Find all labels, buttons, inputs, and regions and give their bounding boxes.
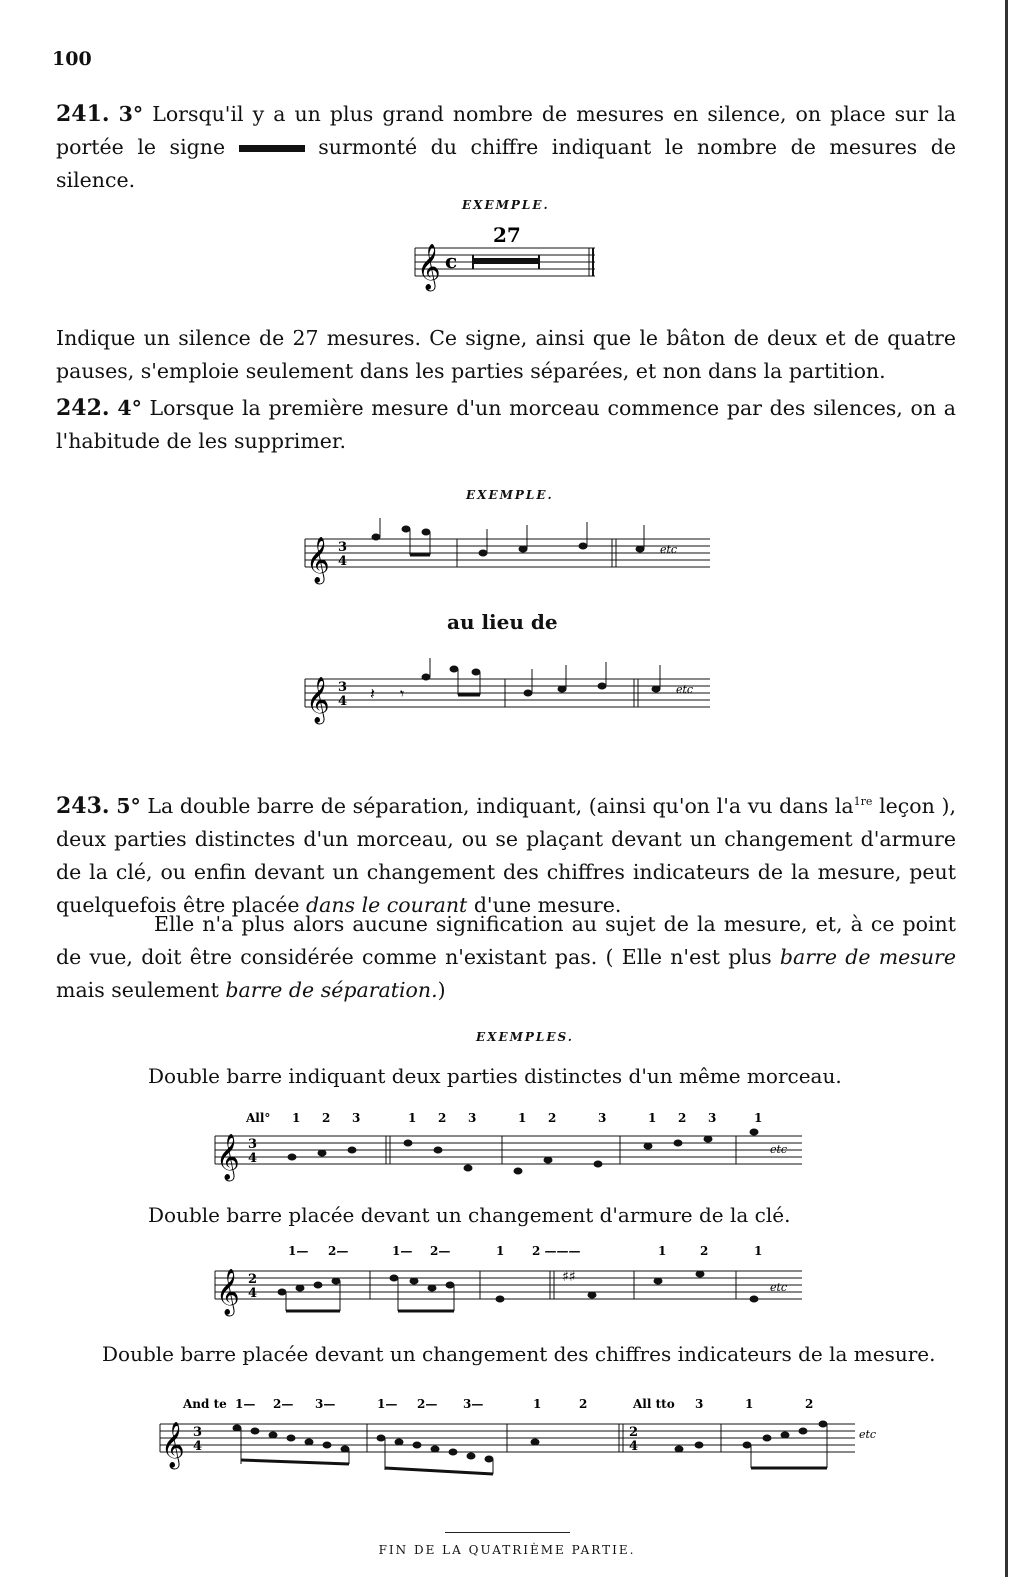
svg-text:2: 2 [438,1111,447,1125]
svg-text:3: 3 [248,1137,258,1152]
tempo-allegro: All° [246,1111,271,1125]
paragraph-text: Lorsqu'il y a un plus grand nombre de mesures en silence, on place sur la portée le signe [56,102,956,159]
paragraph-text: Lorsque la première mesure d'un morceau commence par des silences, on a l'habitude de les supprimer. [56,396,956,453]
staff-example-without-rests [300,515,720,585]
svg-text:1: 1 [648,1111,657,1125]
paragraph-text: mais seulement [56,978,219,1002]
svg-text:1: 1 [292,1111,301,1125]
section-number: 243. [56,792,110,819]
treble-clef-icon: 𝄞 [216,1269,240,1315]
staff-double-bar-parts [210,1108,810,1183]
time-signature-4: 4 [338,694,348,709]
ordinal: 4° [117,396,142,420]
svg-text:1: 1 [518,1111,527,1125]
paragraph-indique: Indique un silence de 27 mesures. Ce signe, ainsi que le bâton de deux et de quatre pauses, s'emploie seulement dans les parties séparées, et non dans la partition. [56,326,956,383]
svg-text:1: 1 [533,1397,542,1411]
svg-text:etc: etc [770,1281,788,1294]
common-time-icon: c [445,249,458,273]
svg-text:2—: 2— [328,1244,349,1258]
svg-text:1: 1 [658,1244,667,1258]
svg-text:2: 2 [678,1111,687,1125]
ordinal: 5° [116,793,141,818]
ordinal: 3° [118,102,144,126]
caption-distinct-parts: Double barre indiquant deux parties distinctes d'un même morceau. [148,1064,842,1088]
treble-clef-icon: 𝄞 [216,1134,240,1180]
sharp-icon: ♯♯ [562,1269,576,1285]
svg-text:3: 3 [468,1111,477,1125]
etc-label: etc [676,683,694,696]
staff-double-bar-key [210,1243,810,1323]
paragraph-text: surmonté du chiffre indiquant le nombre de mesures de silence. [56,135,956,192]
svg-text:4: 4 [629,1439,639,1454]
svg-text:3: 3 [598,1111,607,1125]
svg-text:3: 3 [352,1111,361,1125]
time-signature-4: 4 [338,554,348,569]
paragraph-241 [56,98,956,197]
paragraph-243-continued [56,908,956,1007]
svg-text:1: 1 [408,1111,417,1125]
svg-text:2—: 2— [273,1397,294,1411]
caption-time-change: Double barre placée devant un changement des chiffres indicateurs de la mesure. [102,1342,936,1366]
svg-text:1: 1 [496,1244,505,1258]
tempo-allegretto: All tto [633,1397,675,1411]
paragraph-text: ) [437,978,446,1002]
svg-text:2: 2 [805,1397,814,1411]
svg-text:3: 3 [193,1425,203,1440]
example-label: EXEMPLE. [462,198,550,212]
svg-text:2—: 2— [417,1397,438,1411]
rest-count: 27 [493,223,521,247]
paragraph-text: d'une mesure. [473,892,622,917]
svg-text:2: 2 [629,1425,639,1440]
quarter-rest-icon: 𝄽 [370,684,375,703]
svg-text:2: 2 [248,1272,258,1287]
page-edge-shadow [1005,0,1008,1577]
rest-sign-icon [239,145,305,152]
svg-text:etc: etc [770,1143,788,1156]
staff-example-with-rests [300,655,720,725]
example-label: EXEMPLE. [466,488,554,502]
paragraph-text: leçon ), deux parties distinctes d'un morceau, ou se plaçant devant un changement d'armure de la clé, ou enfin devant un changement des chiffres indicateurs de la mesure, peut quelquefois être placée [56,793,956,917]
etc-label: etc [660,543,678,556]
svg-text:1—: 1— [235,1397,256,1411]
time-signature-3: 3 [338,540,348,555]
paragraph-243 [56,785,956,922]
svg-text:3—: 3— [463,1397,484,1411]
svg-text:2: 2 [322,1111,331,1125]
italic-text: barre de mesure [779,945,956,969]
closing-rule [445,1532,570,1533]
italic-text: dans le courant [306,892,468,917]
svg-text:4: 4 [248,1151,258,1166]
time-signature-3: 3 [338,680,348,695]
svg-text:1: 1 [745,1397,754,1411]
svg-text:1—: 1— [377,1397,398,1411]
end-of-part-caption: FIN DE LA QUATRIÈME PARTIE. [378,1543,636,1557]
svg-text:2—: 2— [430,1244,451,1258]
superscript: 1re [853,795,873,808]
page-number: 100 [52,48,92,70]
section-number: 241. [56,101,110,127]
svg-text:4: 4 [193,1439,203,1454]
paragraph-text: Elle n'a plus alors aucune signification au sujet de la mesure, et, à ce point de vue, doit être considérée comme n'existant pas. ( Elle n'est plus [56,912,956,969]
au-lieu-de-caption: au lieu de [447,610,558,634]
svg-text:etc: etc [859,1428,877,1441]
examples-label: EXEMPLES. [476,1030,574,1044]
treble-clef-icon: 𝄞 [417,244,441,290]
paragraph-242 [56,392,956,458]
svg-text:4: 4 [248,1286,258,1301]
svg-text:1—: 1— [392,1244,413,1258]
svg-text:2: 2 [700,1244,709,1258]
svg-text:1: 1 [754,1244,763,1258]
paragraph-text: La double barre de séparation, indiquant, (ainsi qu'on l'a vu dans la [147,793,854,818]
svg-text:3: 3 [708,1111,717,1125]
svg-text:1—: 1— [288,1244,309,1258]
svg-text:2: 2 [548,1111,557,1125]
staff-double-bar-time [155,1390,895,1485]
staff-example-27-bars [405,222,605,292]
tempo-andante: And te [183,1397,227,1411]
treble-clef-icon: 𝄞 [306,537,330,583]
eighth-rest-icon: 𝄾 [400,684,405,703]
multi-rest-icon [473,258,539,264]
svg-text:3: 3 [695,1397,704,1411]
italic-text: barre de séparation. [225,978,438,1002]
treble-clef-icon: 𝄞 [161,1422,185,1468]
caption-key-change: Double barre placée devant un changement d'armure de la clé. [148,1203,791,1227]
svg-text:2 ———: 2 ——— [532,1244,581,1258]
treble-clef-icon: 𝄞 [306,677,330,723]
svg-text:3—: 3— [315,1397,336,1411]
svg-text:2: 2 [579,1397,588,1411]
svg-text:1: 1 [754,1111,763,1125]
section-number: 242. [56,395,110,421]
